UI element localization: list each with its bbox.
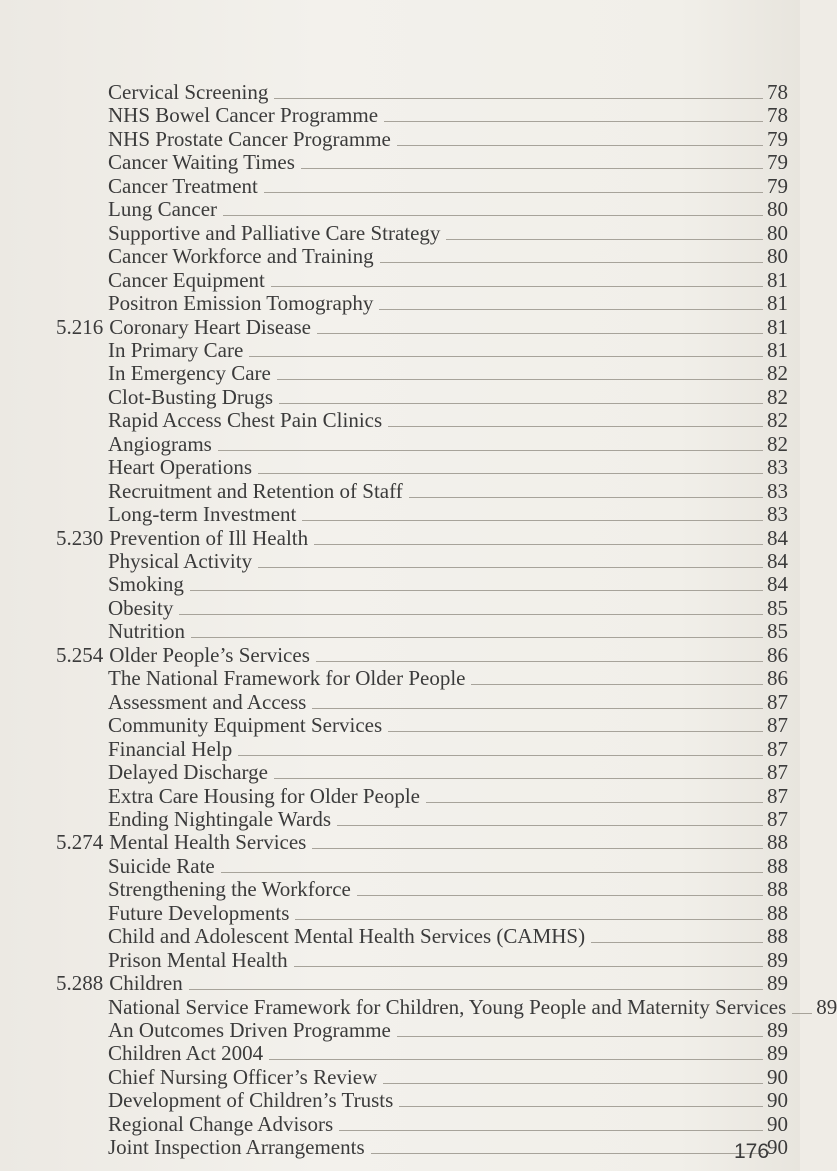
- toc-entry-page: 90: [767, 1111, 788, 1136]
- toc-entry-page: 80: [767, 220, 788, 245]
- toc-entry-page: 89: [767, 1018, 788, 1042]
- toc-entry-page: 82: [767, 361, 788, 386]
- toc-entry-label: [108, 1135, 371, 1159]
- toc-entry-label: [108, 244, 380, 268]
- toc-entry-title: Mental Health Services: [109, 830, 307, 855]
- toc-entry-label: [108, 1041, 269, 1065]
- page-number: 176: [734, 1140, 770, 1163]
- toc-entry-page: 79: [767, 173, 788, 198]
- toc-entry: [108, 127, 788, 151]
- toc-entry: [108, 690, 788, 714]
- toc-section-entry: [56, 315, 788, 339]
- toc-entry-title: Cancer Equipment: [108, 267, 265, 292]
- leader-line: [274, 778, 763, 779]
- toc-entry: [108, 948, 788, 972]
- toc-entry-title: Cancer Treatment: [108, 173, 258, 198]
- leader-line: [218, 450, 763, 451]
- leader-line: [379, 309, 763, 310]
- toc-entry-title: Recruitment and Retention of Staff: [108, 478, 403, 503]
- toc-entry: [108, 1041, 788, 1065]
- toc-entry-title: Delayed Discharge: [108, 760, 268, 785]
- toc-entry: [108, 666, 788, 690]
- leader-line: [258, 567, 763, 568]
- toc-section-number: 5.216: [56, 314, 104, 339]
- leader-line: [383, 1083, 763, 1084]
- toc-entry: [108, 268, 788, 292]
- toc-entry-page: 78: [767, 80, 788, 104]
- toc-entry-page: 87: [767, 736, 788, 761]
- toc-entry: [108, 854, 788, 878]
- toc-entry: [108, 502, 788, 526]
- toc-entry-label: [108, 150, 301, 174]
- toc-entry-title: Long-term Investment: [108, 502, 297, 527]
- leader-line: [380, 262, 763, 263]
- toc-entry-page: 90: [767, 1064, 788, 1089]
- toc-entry-label: [56, 526, 314, 550]
- toc-entry-title: Assessment and Access: [108, 689, 307, 714]
- toc-entry-title: Nutrition: [108, 619, 185, 644]
- toc-section-number: 5.254: [56, 642, 104, 667]
- toc-entry-page: 86: [767, 666, 788, 691]
- leader-line: [223, 215, 763, 216]
- toc-entry-label: [108, 760, 274, 784]
- leader-line: [179, 614, 763, 615]
- leader-line: [371, 1153, 763, 1154]
- toc-entry: [108, 572, 788, 596]
- leader-line: [388, 426, 763, 427]
- toc-entry: [108, 479, 788, 503]
- toc-entry-page: 81: [767, 291, 788, 316]
- toc-entry-title: Community Equipment Services: [108, 713, 383, 738]
- toc-entry-title: In Primary Care: [108, 337, 244, 362]
- toc-entry-label: [108, 807, 337, 831]
- toc-entry: [108, 877, 788, 901]
- toc-entry-label: [108, 479, 409, 503]
- toc-entry: [108, 713, 788, 737]
- toc-entry-label: [108, 784, 426, 808]
- toc-entry-page: 80: [767, 197, 788, 222]
- toc-entry: [108, 291, 788, 315]
- toc-entry-label: [108, 502, 302, 526]
- leader-line: [316, 661, 763, 662]
- toc-entry-page: 86: [767, 642, 788, 667]
- toc-entry-label: [108, 361, 277, 385]
- toc-entry: [108, 596, 788, 620]
- toc-entry-label: [108, 385, 279, 409]
- toc-entry-label: [108, 877, 357, 901]
- toc-entry-title: Obesity: [108, 595, 174, 620]
- leader-line: [279, 403, 763, 404]
- toc-entry-page: 88: [767, 830, 788, 855]
- toc-entry: [108, 737, 788, 761]
- toc-entry-page: 87: [767, 689, 788, 714]
- toc-entry: [108, 455, 788, 479]
- toc-entry-page: 78: [767, 103, 788, 128]
- leader-line: [258, 473, 763, 474]
- toc-entry-page: 88: [767, 853, 788, 878]
- toc-entry-title: NHS Bowel Cancer Programme: [108, 103, 379, 128]
- leader-line: [792, 1013, 812, 1014]
- toc-entry: [108, 549, 788, 573]
- leader-line: [357, 895, 763, 896]
- leader-line: [191, 637, 763, 638]
- leader-line: [269, 1059, 763, 1060]
- toc-entry-title: Children: [109, 971, 183, 996]
- toc-entry-label: [108, 291, 379, 315]
- toc-entry-label: [108, 455, 258, 479]
- toc-section-number: 5.230: [56, 525, 104, 550]
- toc-entry-page: 83: [767, 502, 788, 527]
- leader-line: [399, 1106, 763, 1107]
- toc-entry: [108, 1112, 788, 1136]
- leader-line: [189, 989, 763, 990]
- leader-line: [317, 333, 763, 334]
- toc-entry-label: [108, 1088, 399, 1112]
- toc-entry-title: Smoking: [108, 572, 184, 597]
- toc-entry-page: 89: [767, 947, 788, 972]
- leader-line: [426, 802, 763, 803]
- leader-line: [302, 520, 763, 521]
- leader-line: [471, 684, 763, 685]
- leader-line: [388, 731, 763, 732]
- toc-entry-title: Chief Nursing Officer’s Review: [108, 1064, 378, 1089]
- toc-entry-label: [56, 315, 317, 339]
- leader-line: [337, 825, 763, 826]
- toc-entry-label: [108, 948, 294, 972]
- toc-entry-page: 82: [767, 431, 788, 456]
- toc-entry-title: Financial Help: [108, 736, 233, 761]
- toc-entry: [108, 1135, 788, 1159]
- leader-line: [301, 168, 763, 169]
- toc-entry: [108, 385, 788, 409]
- leader-line: [221, 872, 763, 873]
- toc-entry-label: [108, 737, 238, 761]
- toc-entry-label: [108, 666, 471, 690]
- leader-line: [294, 966, 763, 967]
- toc-entry: [108, 103, 788, 127]
- toc-entry-label: [108, 80, 274, 104]
- leader-line: [271, 286, 763, 287]
- toc-entry-title: Angiograms: [108, 431, 212, 456]
- toc-entry-label: [108, 127, 397, 151]
- toc-entry-page: 89: [767, 971, 788, 996]
- toc-entry-page: 90: [767, 1088, 788, 1113]
- toc-entry: [108, 994, 837, 1019]
- toc-section-entry: [56, 971, 788, 995]
- toc-entry-page: 79: [767, 150, 788, 175]
- toc-entry-page: 87: [767, 713, 788, 738]
- toc-entry-label: [108, 174, 264, 198]
- toc-entry-title: Prevention of Ill Health: [109, 525, 309, 550]
- toc-entry: [108, 432, 788, 456]
- toc-entry-label: [108, 197, 223, 221]
- toc-entry-title: Extra Care Housing for Older People: [108, 783, 420, 808]
- toc-section-entry: [56, 526, 788, 550]
- toc-entry-page: 85: [767, 595, 788, 620]
- toc-section-number: 5.274: [56, 830, 104, 855]
- toc-entry-label: [56, 830, 312, 854]
- toc-entry: [108, 1065, 788, 1089]
- leader-line: [446, 239, 763, 240]
- leader-line: [277, 379, 763, 380]
- toc-entry-page: 80: [767, 244, 788, 269]
- toc-entry-label: [108, 1065, 383, 1089]
- toc-entry: [108, 361, 788, 385]
- toc-entry-title: Positron Emission Tomography: [108, 291, 374, 316]
- toc-entry: [108, 619, 788, 643]
- toc-entry: [108, 80, 788, 104]
- leader-line: [409, 497, 763, 498]
- toc-entry: [108, 244, 788, 268]
- toc-entry-page: 88: [767, 877, 788, 902]
- toc-entry-title: An Outcomes Driven Programme: [108, 1018, 391, 1042]
- toc-entry-page: 89: [767, 1041, 788, 1066]
- toc-entry-label: [56, 971, 189, 995]
- toc-entry-page: 88: [767, 900, 788, 925]
- toc-entry-label: [108, 572, 190, 596]
- toc-entry-title: Cancer Workforce and Training: [108, 244, 374, 269]
- toc-entry-title: Child and Adolescent Mental Health Services (CAMHS): [108, 924, 586, 949]
- toc-entry-page: 89: [816, 994, 837, 1019]
- toc-entry: [108, 901, 788, 925]
- toc-entry-page: 82: [767, 384, 788, 409]
- toc-entry-page: 90: [767, 1135, 788, 1160]
- toc-section-entry: [56, 830, 788, 854]
- toc-entry-title: National Service Framework for Children, Young People and Maternity Services: [108, 994, 787, 1019]
- toc-entry: [108, 1088, 788, 1112]
- toc-entry-page: 82: [767, 408, 788, 433]
- toc-entry-page: 88: [767, 924, 788, 949]
- toc-entry: [108, 807, 788, 831]
- leader-line: [295, 919, 763, 920]
- toc-entry-page: 87: [767, 760, 788, 785]
- toc-entry: [108, 221, 788, 245]
- toc-entry-title: In Emergency Care: [108, 361, 271, 386]
- toc-entry-label: [108, 995, 792, 1019]
- toc-entry: [108, 784, 788, 808]
- toc-entry-title: Prison Mental Health: [108, 947, 288, 972]
- toc-entry-title: Strengthening the Workforce: [108, 877, 351, 902]
- toc-entry-title: Physical Activity: [108, 549, 253, 573]
- toc-entry: [108, 1018, 788, 1042]
- toc-entry-label: [56, 643, 316, 667]
- toc-entry-title: Ending Nightingale Wards: [108, 806, 332, 831]
- toc-entry-label: [108, 619, 191, 643]
- toc-entry-label: [108, 221, 446, 245]
- toc-entry-label: [108, 690, 312, 714]
- toc-entry-label: [108, 103, 384, 127]
- toc-entry-title: Development of Children’s Trusts: [108, 1088, 394, 1113]
- toc-entry-page: 85: [767, 619, 788, 644]
- toc-entry-page: 79: [767, 126, 788, 151]
- leader-line: [397, 1036, 763, 1037]
- toc-entry-page: 84: [767, 525, 788, 550]
- toc-entry-page: 83: [767, 455, 788, 480]
- toc-entry-label: [108, 854, 221, 878]
- toc-entry-label: [108, 596, 179, 620]
- toc-entry-label: [108, 1112, 339, 1136]
- leader-line: [384, 121, 763, 122]
- toc-entry: [108, 760, 788, 784]
- toc-entry: [108, 174, 788, 198]
- toc-entry-page: 84: [767, 549, 788, 573]
- toc-entry: [108, 197, 788, 221]
- leader-line: [339, 1130, 763, 1131]
- toc-entry: [108, 338, 788, 362]
- toc-entry-title: NHS Prostate Cancer Programme: [108, 126, 391, 151]
- toc-section-number: 5.288: [56, 971, 104, 996]
- toc-entry: [108, 924, 788, 948]
- toc-entry-label: [108, 432, 218, 456]
- leader-line: [249, 356, 763, 357]
- toc-entry-label: [108, 549, 258, 573]
- toc-entry-title: The National Framework for Older People: [108, 666, 466, 691]
- toc-entry-title: Cancer Waiting Times: [108, 150, 295, 175]
- toc-entry-title: Regional Change Advisors: [108, 1111, 334, 1136]
- toc-entry-title: Future Developments: [108, 900, 290, 925]
- leader-line: [312, 708, 763, 709]
- toc-entry-title: Heart Operations: [108, 455, 253, 480]
- toc-entry-title: Lung Cancer: [108, 197, 218, 222]
- toc-entry-page: 81: [767, 314, 788, 339]
- toc-entry-title: Rapid Access Chest Pain Clinics: [108, 408, 383, 433]
- toc-section-entry: [56, 643, 788, 667]
- leader-line: [190, 590, 763, 591]
- toc-entry-title: Cervical Screening: [108, 80, 269, 104]
- toc-entry: [108, 408, 788, 432]
- toc-entry-page: 84: [767, 572, 788, 597]
- toc-entry-page: 83: [767, 478, 788, 503]
- toc-entry-title: Joint Inspection Arrangements: [108, 1135, 365, 1160]
- toc-entry-title: Clot-Busting Drugs: [108, 384, 274, 409]
- leader-line: [591, 942, 763, 943]
- toc-entry-label: [108, 408, 388, 432]
- toc-entry-title: Coronary Heart Disease: [109, 314, 312, 339]
- toc-entry-label: [108, 713, 388, 737]
- leader-line: [238, 755, 763, 756]
- leader-line: [397, 145, 763, 146]
- toc-entry: [108, 150, 788, 174]
- toc-entry-page: 87: [767, 806, 788, 831]
- toc-entry-page: 87: [767, 783, 788, 808]
- toc-entry-label: [108, 268, 271, 292]
- toc-entry-title: Suicide Rate: [108, 853, 215, 878]
- toc-entry-page: 81: [767, 267, 788, 292]
- toc-entry-title: Children Act 2004: [108, 1041, 264, 1066]
- toc-entry-page: 81: [767, 337, 788, 362]
- toc-entry-label: [108, 338, 249, 362]
- leader-line: [314, 544, 763, 545]
- toc-entry-title: Older People’s Services: [109, 642, 310, 667]
- toc-entry-title: Supportive and Palliative Care Strategy: [108, 220, 441, 245]
- leader-line: [312, 848, 763, 849]
- toc-entry-label: [108, 924, 591, 948]
- toc-entry-label: [108, 901, 295, 925]
- toc-entry-label: [108, 1018, 397, 1042]
- leader-line: [264, 192, 763, 193]
- leader-line: [274, 98, 763, 99]
